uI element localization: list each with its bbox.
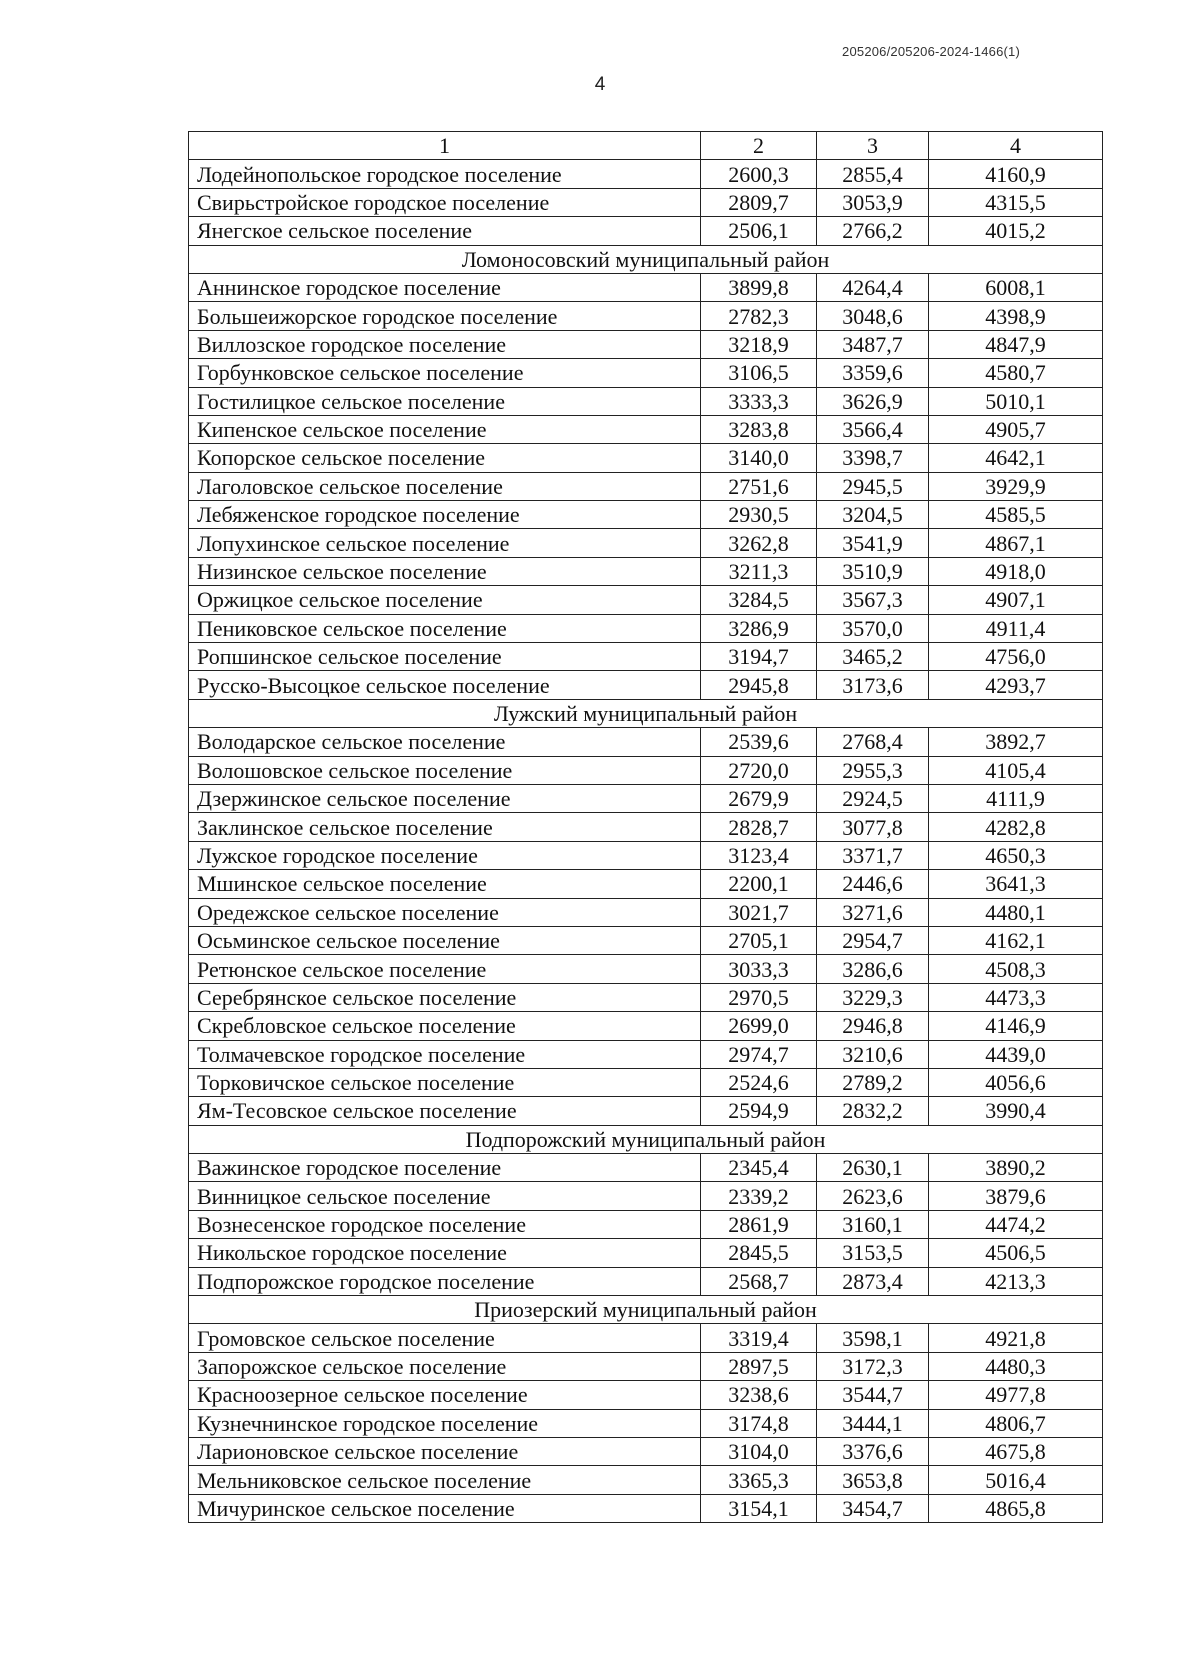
table-row <box>189 756 1103 784</box>
settlement-name-cell: Важинское городское поселение <box>189 1154 701 1182</box>
district-header-row <box>189 1296 1103 1324</box>
value-col3-cell: 2623,6 <box>817 1182 929 1210</box>
table-row <box>189 813 1103 841</box>
value-col3-cell: 3153,5 <box>817 1239 929 1267</box>
value-col2-cell: 2506,1 <box>701 217 817 245</box>
value-col2-cell: 3333,3 <box>701 387 817 415</box>
value-col3-cell: 3566,4 <box>817 415 929 443</box>
settlement-name-cell: Дзержинское сельское поселение <box>189 784 701 812</box>
value-col2-cell: 2699,0 <box>701 1012 817 1040</box>
value-col3-cell: 3444,1 <box>817 1409 929 1437</box>
table-body <box>189 160 1103 1523</box>
settlement-name-cell: Лодейнопольское городское поселение <box>189 160 701 188</box>
settlement-name-cell: Подпорожское городское поселение <box>189 1267 701 1295</box>
value-col4-cell: 4585,5 <box>929 501 1103 529</box>
settlement-name-cell: Ретюнское сельское поселение <box>189 955 701 983</box>
value-col4-cell: 4439,0 <box>929 1040 1103 1068</box>
value-col3-cell: 2630,1 <box>817 1154 929 1182</box>
value-col2-cell: 3104,0 <box>701 1437 817 1465</box>
settlement-name-cell: Гостилицкое сельское поселение <box>189 387 701 415</box>
settlement-name-cell: Волошовское сельское поселение <box>189 756 701 784</box>
table-row <box>189 1267 1103 1295</box>
settlement-name-cell: Володарское сельское поселение <box>189 728 701 756</box>
settlement-name-cell: Янегское сельское поселение <box>189 217 701 245</box>
value-col2-cell: 2524,6 <box>701 1068 817 1096</box>
value-col2-cell: 3154,1 <box>701 1494 817 1522</box>
value-col2-cell: 2751,6 <box>701 472 817 500</box>
settlement-name-cell: Мичуринское сельское поселение <box>189 1494 701 1522</box>
value-col4-cell: 4642,1 <box>929 444 1103 472</box>
value-col4-cell: 4015,2 <box>929 217 1103 245</box>
table-row <box>189 501 1103 529</box>
document-id: 205206/205206-2024-1466(1) <box>842 44 1020 59</box>
value-col2-cell: 3174,8 <box>701 1409 817 1437</box>
value-col4-cell: 4293,7 <box>929 671 1103 699</box>
value-col2-cell: 3211,3 <box>701 557 817 585</box>
table-row <box>189 926 1103 954</box>
settlement-name-cell: Свирьстройское городское поселение <box>189 188 701 216</box>
value-col4-cell: 3892,7 <box>929 728 1103 756</box>
table-row <box>189 1068 1103 1096</box>
value-col4-cell: 4756,0 <box>929 643 1103 671</box>
value-col2-cell: 2809,7 <box>701 188 817 216</box>
value-col3-cell: 3376,6 <box>817 1437 929 1465</box>
table-row <box>189 1352 1103 1380</box>
value-col4-cell: 4111,9 <box>929 784 1103 812</box>
settlement-name-cell: Винницкое сельское поселение <box>189 1182 701 1210</box>
column-header: 4 <box>929 132 1103 160</box>
table-row <box>189 1239 1103 1267</box>
table-row <box>189 557 1103 585</box>
value-col3-cell: 2446,6 <box>817 870 929 898</box>
value-col3-cell: 3210,6 <box>817 1040 929 1068</box>
value-col2-cell: 2897,5 <box>701 1352 817 1380</box>
table-row <box>189 160 1103 188</box>
table-row <box>189 614 1103 642</box>
value-col4-cell: 4480,1 <box>929 898 1103 926</box>
value-col4-cell: 4315,5 <box>929 188 1103 216</box>
value-col3-cell: 3048,6 <box>817 302 929 330</box>
settlement-name-cell: Ям-Тесовское сельское поселение <box>189 1097 701 1125</box>
value-col3-cell: 3172,3 <box>817 1352 929 1380</box>
value-col4-cell: 4911,4 <box>929 614 1103 642</box>
value-col3-cell: 2768,4 <box>817 728 929 756</box>
value-col3-cell: 2832,2 <box>817 1097 929 1125</box>
value-col3-cell: 3544,7 <box>817 1381 929 1409</box>
table-row <box>189 472 1103 500</box>
value-col2-cell: 2679,9 <box>701 784 817 812</box>
value-col4-cell: 4907,1 <box>929 586 1103 614</box>
settlement-name-cell: Низинское сельское поселение <box>189 557 701 585</box>
value-col3-cell: 2945,5 <box>817 472 929 500</box>
value-col3-cell: 3598,1 <box>817 1324 929 1352</box>
table-row <box>189 898 1103 926</box>
settlement-name-cell: Копорское сельское поселение <box>189 444 701 472</box>
table-row <box>189 643 1103 671</box>
value-col3-cell: 3465,2 <box>817 643 929 671</box>
table-row <box>189 1409 1103 1437</box>
value-col3-cell: 3359,6 <box>817 359 929 387</box>
table-row <box>189 1012 1103 1040</box>
table-row <box>189 671 1103 699</box>
value-col2-cell: 2782,3 <box>701 302 817 330</box>
settlement-name-cell: Лужское городское поселение <box>189 841 701 869</box>
district-name: Приозерский муниципальный район <box>189 1296 1103 1324</box>
settlement-name-cell: Заклинское сельское поселение <box>189 813 701 841</box>
value-col4-cell: 4918,0 <box>929 557 1103 585</box>
settlement-name-cell: Скребловское сельское поселение <box>189 1012 701 1040</box>
settlement-name-cell: Кипенское сельское поселение <box>189 415 701 443</box>
value-col3-cell: 3398,7 <box>817 444 929 472</box>
value-col3-cell: 3053,9 <box>817 188 929 216</box>
settlement-name-cell: Русско-Высоцкое сельское поселение <box>189 671 701 699</box>
settlement-name-cell: Оржицкое сельское поселение <box>189 586 701 614</box>
value-col4-cell: 4480,3 <box>929 1352 1103 1380</box>
settlement-name-cell: Пениковское сельское поселение <box>189 614 701 642</box>
settlement-name-cell: Торковичское сельское поселение <box>189 1068 701 1096</box>
table-row <box>189 444 1103 472</box>
value-col4-cell: 3879,6 <box>929 1182 1103 1210</box>
value-col3-cell: 3160,1 <box>817 1210 929 1238</box>
settlement-name-cell: Мельниковское сельское поселение <box>189 1466 701 1494</box>
value-col3-cell: 3567,3 <box>817 586 929 614</box>
table-row <box>189 1437 1103 1465</box>
value-col2-cell: 2705,1 <box>701 926 817 954</box>
value-col4-cell: 4162,1 <box>929 926 1103 954</box>
value-col3-cell: 3454,7 <box>817 1494 929 1522</box>
settlement-name-cell: Красноозерное сельское поселение <box>189 1381 701 1409</box>
table-row <box>189 870 1103 898</box>
value-col4-cell: 4105,4 <box>929 756 1103 784</box>
column-header: 3 <box>817 132 929 160</box>
value-col4-cell: 4650,3 <box>929 841 1103 869</box>
table-row <box>189 1154 1103 1182</box>
value-col2-cell: 2930,5 <box>701 501 817 529</box>
table-row <box>189 1210 1103 1238</box>
value-col2-cell: 3238,6 <box>701 1381 817 1409</box>
value-col2-cell: 2828,7 <box>701 813 817 841</box>
column-header: 2 <box>701 132 817 160</box>
table-row <box>189 415 1103 443</box>
value-col4-cell: 4847,9 <box>929 330 1103 358</box>
value-col4-cell: 5010,1 <box>929 387 1103 415</box>
value-col2-cell: 2539,6 <box>701 728 817 756</box>
value-col3-cell: 2946,8 <box>817 1012 929 1040</box>
district-name: Лужский муниципальный район <box>189 699 1103 727</box>
value-col3-cell: 3271,6 <box>817 898 929 926</box>
district-header-row <box>189 1125 1103 1153</box>
data-table <box>188 131 1103 1523</box>
value-col2-cell: 3286,9 <box>701 614 817 642</box>
district-name: Подпорожский муниципальный район <box>189 1125 1103 1153</box>
table-row <box>189 1040 1103 1068</box>
value-col3-cell: 3204,5 <box>817 501 929 529</box>
value-col4-cell: 4580,7 <box>929 359 1103 387</box>
settlement-name-cell: Аннинское городское поселение <box>189 273 701 301</box>
value-col2-cell: 2200,1 <box>701 870 817 898</box>
value-col3-cell: 3077,8 <box>817 813 929 841</box>
value-col4-cell: 4867,1 <box>929 529 1103 557</box>
value-col4-cell: 4473,3 <box>929 983 1103 1011</box>
settlement-name-cell: Вознесенское городское поселение <box>189 1210 701 1238</box>
value-col3-cell: 2855,4 <box>817 160 929 188</box>
value-col2-cell: 2720,0 <box>701 756 817 784</box>
value-col4-cell: 3641,3 <box>929 870 1103 898</box>
settlement-name-cell: Большеижорское городское поселение <box>189 302 701 330</box>
value-col2-cell: 2845,5 <box>701 1239 817 1267</box>
value-col4-cell: 4506,5 <box>929 1239 1103 1267</box>
table-row <box>189 841 1103 869</box>
column-header: 1 <box>189 132 701 160</box>
value-col4-cell: 4056,6 <box>929 1068 1103 1096</box>
settlement-name-cell: Кузнечнинское городское поселение <box>189 1409 701 1437</box>
value-col3-cell: 2955,3 <box>817 756 929 784</box>
table-row <box>189 217 1103 245</box>
value-col2-cell: 3021,7 <box>701 898 817 926</box>
table-header-row <box>189 132 1103 160</box>
settlement-name-cell: Оредежское сельское поселение <box>189 898 701 926</box>
table-row <box>189 586 1103 614</box>
value-col3-cell: 3286,6 <box>817 955 929 983</box>
settlement-name-cell: Лопухинское сельское поселение <box>189 529 701 557</box>
value-col4-cell: 3929,9 <box>929 472 1103 500</box>
value-col3-cell: 3371,7 <box>817 841 929 869</box>
settlement-name-cell: Ропшинское сельское поселение <box>189 643 701 671</box>
table-row <box>189 330 1103 358</box>
value-col3-cell: 3510,9 <box>817 557 929 585</box>
table-row <box>189 1324 1103 1352</box>
value-col4-cell: 4806,7 <box>929 1409 1103 1437</box>
settlement-name-cell: Толмачевское городское поселение <box>189 1040 701 1068</box>
value-col3-cell: 3173,6 <box>817 671 929 699</box>
settlement-name-cell: Ларионовское сельское поселение <box>189 1437 701 1465</box>
value-col2-cell: 3899,8 <box>701 273 817 301</box>
value-col4-cell: 4146,9 <box>929 1012 1103 1040</box>
value-col2-cell: 2345,4 <box>701 1154 817 1182</box>
table-row <box>189 1097 1103 1125</box>
value-col3-cell: 3487,7 <box>817 330 929 358</box>
value-col4-cell: 4508,3 <box>929 955 1103 983</box>
value-col4-cell: 4282,8 <box>929 813 1103 841</box>
settlement-name-cell: Лебяженское городское поселение <box>189 501 701 529</box>
value-col3-cell: 3570,0 <box>817 614 929 642</box>
value-col2-cell: 3284,5 <box>701 586 817 614</box>
table-row <box>189 1381 1103 1409</box>
table-row <box>189 784 1103 812</box>
value-col2-cell: 2568,7 <box>701 1267 817 1295</box>
table-row <box>189 188 1103 216</box>
value-col3-cell: 2766,2 <box>817 217 929 245</box>
value-col2-cell: 2594,9 <box>701 1097 817 1125</box>
value-col4-cell: 4921,8 <box>929 1324 1103 1352</box>
table-row <box>189 302 1103 330</box>
value-col2-cell: 3319,4 <box>701 1324 817 1352</box>
value-col2-cell: 3140,0 <box>701 444 817 472</box>
value-col3-cell: 3229,3 <box>817 983 929 1011</box>
table-row <box>189 955 1103 983</box>
value-col4-cell: 5016,4 <box>929 1466 1103 1494</box>
table-row <box>189 387 1103 415</box>
page-number: 4 <box>594 74 606 95</box>
value-col3-cell: 2924,5 <box>817 784 929 812</box>
value-col3-cell: 3626,9 <box>817 387 929 415</box>
settlement-name-cell: Запорожское сельское поселение <box>189 1352 701 1380</box>
value-col2-cell: 2600,3 <box>701 160 817 188</box>
value-col2-cell: 3218,9 <box>701 330 817 358</box>
value-col2-cell: 3106,5 <box>701 359 817 387</box>
value-col3-cell: 3541,9 <box>817 529 929 557</box>
value-col3-cell: 2873,4 <box>817 1267 929 1295</box>
settlement-name-cell: Мшинское сельское поселение <box>189 870 701 898</box>
table-row <box>189 359 1103 387</box>
settlement-name-cell: Лаголовское сельское поселение <box>189 472 701 500</box>
table-row <box>189 728 1103 756</box>
value-col4-cell: 4675,8 <box>929 1437 1103 1465</box>
value-col2-cell: 3365,3 <box>701 1466 817 1494</box>
value-col3-cell: 2789,2 <box>817 1068 929 1096</box>
value-col3-cell: 3653,8 <box>817 1466 929 1494</box>
value-col2-cell: 3033,3 <box>701 955 817 983</box>
settlement-name-cell: Виллозское городское поселение <box>189 330 701 358</box>
value-col4-cell: 4213,3 <box>929 1267 1103 1295</box>
value-col2-cell: 2945,8 <box>701 671 817 699</box>
value-col3-cell: 2954,7 <box>817 926 929 954</box>
district-header-row <box>189 245 1103 273</box>
table-row <box>189 1466 1103 1494</box>
value-col2-cell: 2339,2 <box>701 1182 817 1210</box>
value-col2-cell: 3283,8 <box>701 415 817 443</box>
settlement-name-cell: Никольское городское поселение <box>189 1239 701 1267</box>
value-col3-cell: 4264,4 <box>817 273 929 301</box>
settlement-name-cell: Осьминское сельское поселение <box>189 926 701 954</box>
district-header-row <box>189 699 1103 727</box>
table-row <box>189 983 1103 1011</box>
table-row <box>189 273 1103 301</box>
value-col4-cell: 4160,9 <box>929 160 1103 188</box>
value-col4-cell: 4905,7 <box>929 415 1103 443</box>
value-col2-cell: 3194,7 <box>701 643 817 671</box>
table-row <box>189 1182 1103 1210</box>
settlement-name-cell: Горбунковское сельское поселение <box>189 359 701 387</box>
value-col4-cell: 4474,2 <box>929 1210 1103 1238</box>
settlement-name-cell: Серебрянское сельское поселение <box>189 983 701 1011</box>
table-row <box>189 1494 1103 1522</box>
value-col2-cell: 3262,8 <box>701 529 817 557</box>
value-col2-cell: 3123,4 <box>701 841 817 869</box>
table-row <box>189 529 1103 557</box>
value-col4-cell: 4977,8 <box>929 1381 1103 1409</box>
value-col4-cell: 3990,4 <box>929 1097 1103 1125</box>
value-col2-cell: 2970,5 <box>701 983 817 1011</box>
value-col2-cell: 2974,7 <box>701 1040 817 1068</box>
district-name: Ломоносовский муниципальный район <box>189 245 1103 273</box>
value-col4-cell: 6008,1 <box>929 273 1103 301</box>
value-col4-cell: 4865,8 <box>929 1494 1103 1522</box>
settlement-name-cell: Громовское сельское поселение <box>189 1324 701 1352</box>
value-col2-cell: 2861,9 <box>701 1210 817 1238</box>
value-col4-cell: 3890,2 <box>929 1154 1103 1182</box>
value-col4-cell: 4398,9 <box>929 302 1103 330</box>
